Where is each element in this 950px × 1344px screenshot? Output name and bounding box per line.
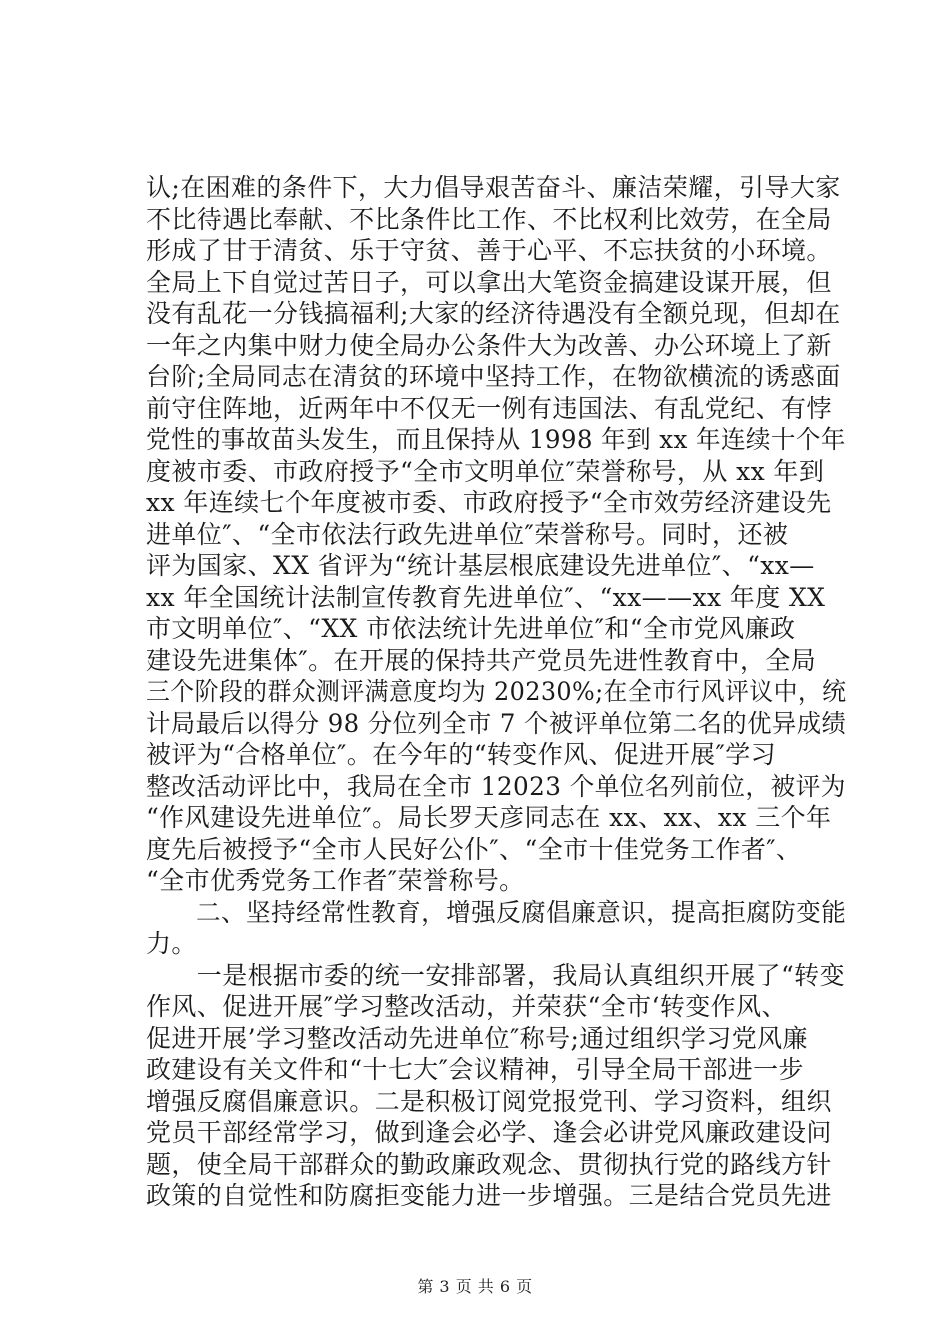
text-line: “全市优秀党务工作者″荣誉称号。 xyxy=(146,866,525,895)
page-footer: 第 3 页 共 6 页 xyxy=(417,1277,533,1296)
text-line: 没有乱花一分钱搞福利;大家的经济待遇没有全额兑现，但却在 xyxy=(146,299,841,328)
text-line: 一是根据市委的统一安排部署，我局认真组织开展了“转变 xyxy=(146,960,845,990)
text-line: 政策的自觉性和防腐拒变能力进一步增强。三是结合党员先进 xyxy=(146,1181,832,1210)
text-line: 形成了甘于清贫、乐于守贫、善于心平、不忘扶贫的小环境。 xyxy=(146,236,832,265)
text-line: 认;在困难的条件下，大力倡导艰苦奋斗、廉洁荣耀，引导大家 xyxy=(146,173,841,202)
text-line: 增强反腐倡廉意识。二是积极订阅党报党刊、学习资料，组织 xyxy=(146,1086,832,1116)
text-line: 台阶;全局同志在清贫的环境中坚持工作，在物欲横流的诱惑面 xyxy=(146,362,841,391)
text-line: 计局最后以得分 98 分位列全市 7 个被评单位第二名的优异成绩 xyxy=(146,708,847,738)
text-line: 市文明单位″、“XX 市依法统计先进单位″和“全市党风廉政 xyxy=(146,614,796,643)
body-text xyxy=(146,172,846,1212)
text-line: 力。 xyxy=(146,929,197,958)
text-line: 三个阶段的群众测评满意度均为 20230%;在全市行风评议中，统 xyxy=(146,677,847,706)
text-line: 政建设有关文件和“十七大″会议精神，引导全局干部进一步 xyxy=(146,1055,804,1084)
text-line: 前守住阵地，近两年中不仅无一例有违国法、有乱党纪、有悖 xyxy=(146,393,832,423)
text-line: 建设先进集体″。在开展的保持共产党员先进性教育中，全局 xyxy=(146,645,817,675)
text-line: 被评为“合格单位″。在今年的“转变作风、促进开展″学习 xyxy=(146,740,777,769)
text-line: “作风建设先进单位″。局长罗天彦同志在 xx、xx、xx 三个年 xyxy=(146,803,832,832)
text-line: 全局上下自觉过苦日子，可以拿出大笔资金搞建设谋开展，但 xyxy=(146,267,832,297)
text-line: 一年之内集中财力使全局办公条件大为改善、办公环境上了新 xyxy=(146,330,832,360)
text-line: 评为国家、XX 省评为“统计基层根底建设先进单位″、“xx— xyxy=(146,551,815,580)
text-line: 作风、促进开展″学习整改活动，并荣获“全市‘转变作风、 xyxy=(146,992,787,1021)
text-line: 二、坚持经常性教育，增强反腐倡廉意识，提高拒腐防变能 xyxy=(146,897,847,927)
text-line: 度被市委、市政府授予“全市文明单位″荣誉称号，从 xx 年到 xyxy=(146,456,825,486)
text-line: xx 年全国统计法制宣传教育先进单位″、“xx——xx 年度 XX xyxy=(146,582,826,612)
text-line: 整改活动评比中，我局在全市 12023 个单位名列前位，被评为 xyxy=(146,771,846,801)
text-line: 度先后被授予“全市人民好公仆″、“全市十佳党务工作者″、 xyxy=(146,834,802,864)
text-line: 不比待遇比奉献、不比条件比工作、不比权利比效劳，在全局 xyxy=(146,204,832,234)
text-line: 促进开展’学习整改活动先进单位″称号;通过组织学习党风廉 xyxy=(146,1023,808,1053)
text-line: xx 年连续七个年度被市委、市政府授予“全市效劳经济建设先 xyxy=(146,488,832,517)
text-line: 党员干部经常学习，做到逢会必学、逢会必讲党风廉政建设问 xyxy=(146,1118,832,1147)
text-line: 题，使全局干部群众的勤政廉政观念、贯彻执行党的路线方针 xyxy=(146,1149,832,1179)
text-line: 进单位″、“全市依法行政先进单位″荣誉称号。同时，还被 xyxy=(146,519,789,549)
text-line: 党性的事故苗头发生，而且保持从 1998 年到 xx 年连续十个年 xyxy=(146,425,846,454)
